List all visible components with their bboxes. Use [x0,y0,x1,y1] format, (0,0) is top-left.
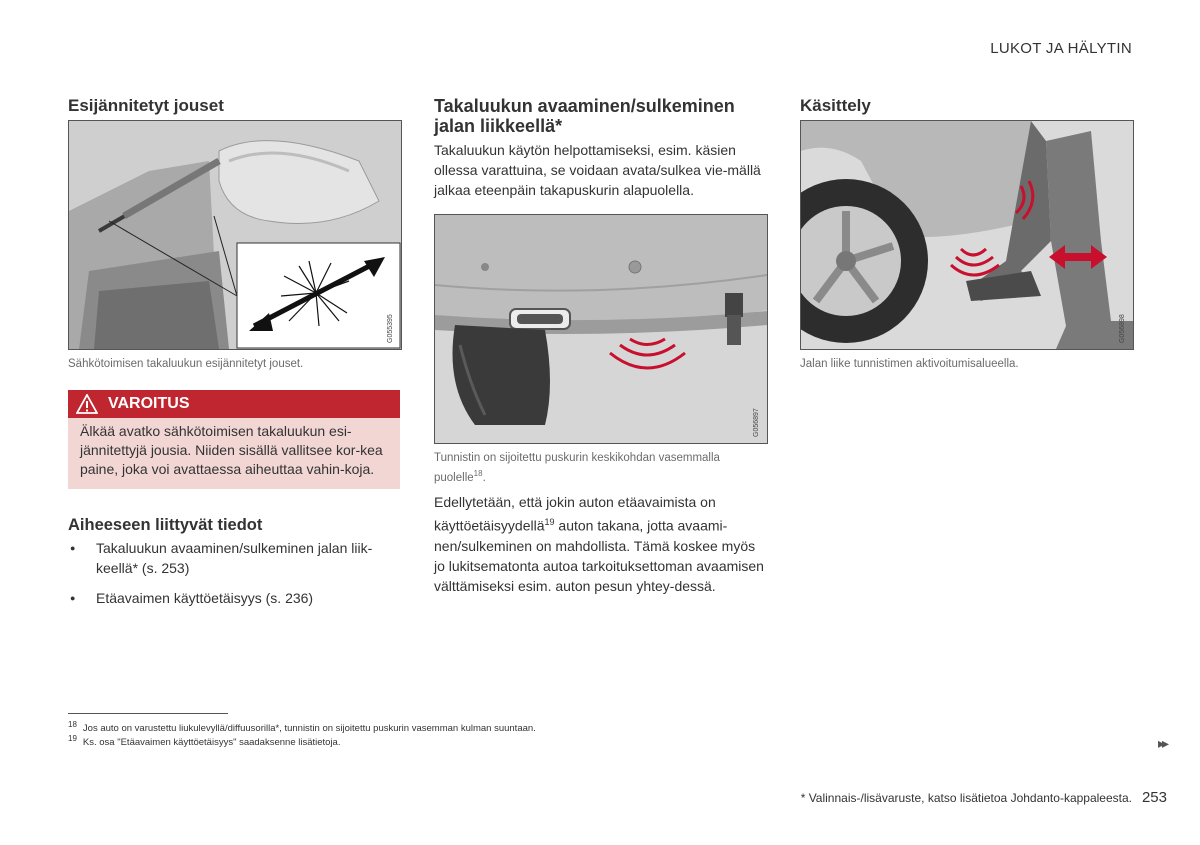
footnote-number: 19 [68,734,77,743]
caption-end: . [482,471,486,484]
footnote-divider [68,713,228,714]
intro-paragraph: Takaluukun käytön helpottamiseksi, esim. käsien ollessa varattuina, se voidaan avata/sulkea vie-mällä jalkaa eteenpäin takapuskurin alapuolella. [434,142,761,198]
figure-tailgate-springs [68,120,402,350]
figure-code: G055395 [387,314,394,343]
related-list [68,538,400,618]
warning-header [68,390,400,418]
footnote-18 [68,720,536,734]
section-title-foot-movement: Takaluukun avaaminen/sulkeminen jalan liikkeellä* [434,96,735,136]
footnote-text: Ks. osa "Etäavaimen käyttöetäisyys" saadaksenne lisätietoja. [82,737,341,749]
related-link-tailgate-foot[interactable]: ● Takaluukun avaaminen/sulkeminen jalan liik-keellä* (s. 253) [68,538,400,578]
warning-text: Älkää avatko sähkötoimisen takaluukun esi-jännitettyjä jousia. Niiden sisällä vallitsee kor-kea paine, joka voi avattaessa aiheuttaa vahin-koja. [68,418,400,489]
optional-equipment-note: * Valinnais-/lisävaruste, katso lisätietoa Johdanto-kappaleesta. [800,791,1132,805]
figure-caption-sensor [434,450,766,486]
footnote-19 [68,734,340,748]
figure-code: G056897 [753,408,760,437]
footnote-ref-19[interactable]: 19 [544,517,555,527]
warning-triangle-icon [76,394,98,414]
page-number: 253 [1141,789,1167,806]
figure-caption-activation: Jalan liike tunnistimen aktivoitumisalueella. [800,358,1019,370]
chapter-header: LUKOT JA HÄLYTIN [990,40,1132,57]
bumper-illustration [435,215,767,443]
warning-label: VAROITUS [108,395,190,412]
footnote-text: Jos auto on varustettu liukulevyllä/diffuusorilla*, tunnistin on sijoitettu puskurin vasemman kulman suuntaan. [82,723,536,735]
figure-code: G056898 [1119,314,1126,343]
caption-text: Tunnistin on sijoitettu puskurin keskikohdan vasemmalla puolelle [434,452,720,484]
related-link-key-range[interactable]: ● Etäavaimen käyttöetäisyys (s. 236) [68,588,400,608]
footnote-number: 18 [68,720,77,729]
continue-arrows-icon[interactable]: ▸▸ [1157,735,1166,751]
paragraph-part-a: Edellytetään, että jokin auton etäavaimista on käyttöetäisyydellä [434,494,716,534]
section-title-handling: Käsittely [800,96,871,115]
figure-bumper-sensor [434,214,768,444]
related-title: Aiheeseen liittyvät tiedot [68,516,263,534]
footnote-ref-18[interactable]: 18 [473,469,483,478]
condition-paragraph [434,492,764,596]
foot-activation-illustration [801,121,1133,349]
section-title-springs: Esijännitetyt jouset [68,96,224,115]
paragraph-part-b: auton takana, jotta avaami-nen/sulkeminen on mahdollista. Tämä koskee myös jo lukitsematonta autoa tarkoituksettoman avaamisen välttämiseksi esim. auton pesun yhtey-dessä. [434,517,764,594]
warning-box [68,390,400,489]
figure-foot-activation [800,120,1134,350]
tailgate-illustration [69,121,401,349]
figure-caption-springs: Sähkötoimisen takaluukun esijännitetyt jouset. [68,358,304,370]
